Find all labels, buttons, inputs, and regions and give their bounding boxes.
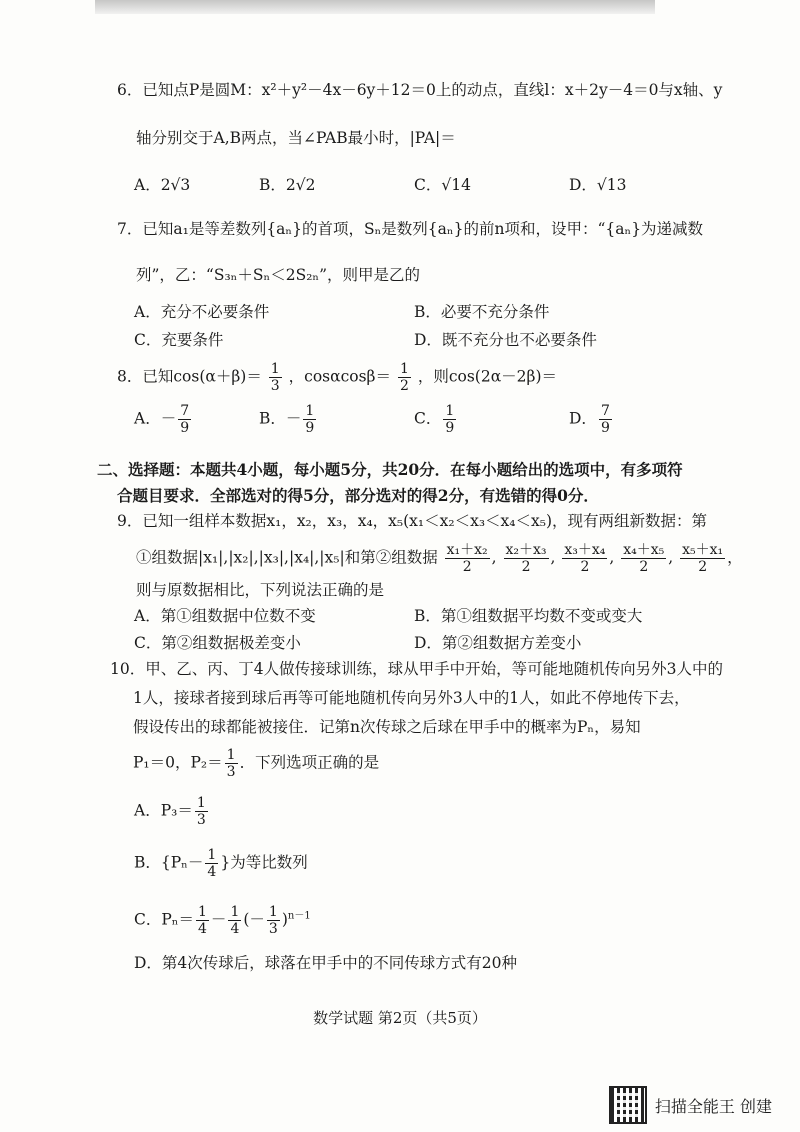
q9-option-c: C．第②组数据极差变小 (134, 634, 301, 652)
q8-option-b-den: 9 (305, 420, 315, 436)
q10-option-a-label: A．P₃＝ (134, 801, 193, 820)
q10-b-num: 1 (207, 847, 217, 863)
q7-line1: 7．已知a₁是等差数列{aₙ}的首项，Sₙ是数列{aₙ}的前n项和，设甲：“{aₙ}为递减数 (117, 220, 704, 238)
q10-b-den: 4 (207, 864, 217, 880)
q8-option-c-label: C． (414, 409, 442, 428)
scan-edge-shadow (95, 0, 655, 14)
q10-line4-num: 1 (226, 747, 236, 763)
q8-f2-num: 1 (399, 361, 409, 377)
q8-mid: ，cosαcosβ＝ (288, 367, 392, 386)
q10-line2: 1人，接球者接到球后再等可能地随机传向另外3人中的1人，如此不停地传下去， (133, 689, 690, 707)
q6-line1: 6．已知点P是圆M：x²＋y²－4x－6y＋12＝0上的动点，直线l：x＋2y－4＝0与x轴、y (117, 81, 723, 99)
q8-option-b (259, 403, 318, 436)
q8-option-a-den: 9 (180, 420, 190, 436)
q10-option-b-text: 为等比数列 (230, 853, 308, 872)
q6-line2: 轴分别交于A,B两点，当∠PAB最小时，|PA|＝ (136, 129, 456, 147)
q7-option-c: C．充要条件 (134, 331, 224, 349)
q9-frac-1-num: x₁＋x₂ (446, 542, 488, 558)
q9-frac-5-num: x₅＋x₁ (682, 542, 724, 558)
q10-c-den3: 3 (268, 921, 278, 937)
camscanner-watermark (609, 1086, 772, 1124)
q10-line1: 10．甲、乙、丙、丁4人做传接球训练，球从甲手中开始，等可能地随机传向另外3人中的 (110, 660, 723, 678)
q8-option-a-label: A．－ (134, 409, 177, 428)
q8-option-b-label: B．－ (259, 409, 302, 428)
q10-line4-prefix: P₁＝0，P₂＝ (133, 753, 223, 772)
q8-f1-num: 1 (270, 361, 280, 377)
q9-line2: ①组数据|x₁|,|x₂|,|x₃|,|x₄|,|x₅|和第②组数据 $\frac{\text{x₁＋x₂}}{2}$ , $\frac{\text{x₂＋x₃}}{2}$ , $\frac{\text{x₃＋x₄}}{2}$ , $\frac{\text{x₄＋x₅}}{2}$ , $\frac{\text{x₅＋x₁}}{2}$ ， (136, 542, 743, 575)
q9-frac-2-den: 2 (521, 559, 531, 575)
q8-f1-den: 3 (270, 378, 280, 394)
q9-line3: 则与原数据相比，下列说法正确的是 (136, 581, 385, 599)
q6-option-d: D．√13 (569, 176, 627, 194)
q9-option-b: B．第①组数据平均数不变或变大 (414, 607, 643, 625)
q10-line4 (133, 747, 379, 780)
q9-line2-text: ①组数据|x₁|,|x₂|,|x₃|,|x₄|,|x₅|和第②组数据 (136, 548, 438, 567)
q10-line4-suffix: ．下列选项正确的是 (239, 753, 380, 772)
q8-suffix: ，则cos(2α－2β)＝ (417, 367, 558, 386)
q8-option-d-den: 9 (600, 420, 610, 436)
q9-line1: 9．已知一组样本数据x₁，x₂，x₃，x₄，x₅(x₁＜x₂＜x₃＜x₄＜x₅)，现有两组新数据：第 (117, 512, 708, 530)
q10-option-c-label: C．Pₙ＝ (134, 910, 194, 929)
q10-line4-den: 3 (226, 764, 236, 780)
q9-frac-3 (562, 542, 607, 575)
q8-option-c-den: 9 (445, 420, 455, 436)
q10-a-num: 1 (196, 795, 206, 811)
q8-fraction-2 (398, 361, 411, 394)
q7-line2: 列”，乙：“S₃ₙ＋Sₙ＜2S₂ₙ”，则甲是乙的 (136, 266, 421, 284)
q6-option-c: C．√14 (414, 176, 471, 194)
q10-line3: 假设传出的球都能被接住．记第n次传球之后球在甲手中的概率为Pₙ，易知 (133, 718, 641, 736)
q9-frac-3-den: 2 (580, 559, 590, 575)
q8-f2-den: 2 (399, 378, 409, 394)
q8-fraction-1 (269, 361, 282, 394)
q10-option-a (134, 795, 210, 828)
q9-frac-1-den: 2 (462, 559, 472, 575)
q8-stem (117, 361, 557, 394)
q8-option-d (569, 403, 614, 436)
q9-frac-5 (680, 542, 725, 575)
q8-option-b-num: 1 (305, 403, 315, 419)
qr-code-icon (609, 1086, 647, 1124)
q10-c-den2: 4 (230, 921, 240, 937)
page-footer: 数学试题 第2页（共5页） (313, 1009, 487, 1027)
q9-frac-2-num: x₂＋x₃ (505, 542, 547, 558)
q10-option-c: C．Pₙ＝ $\frac{1}{4}$ － $\frac{1}{4}$ (－ $\frac{1}{3}$ )$^{n-1}$ (134, 904, 311, 937)
q10-c-den1: 4 (198, 921, 207, 937)
section2-line1: 二、选择题：本题共4小题，每小题5分，共20分．在每小题给出的选项中，有多项符 (97, 460, 683, 479)
q10-option-d: D．第4次传球后，球落在甲手中的不同传球方式有20种 (134, 954, 518, 972)
q9-option-d: D．第②组数据方差变小 (414, 634, 582, 652)
q8-option-c-num: 1 (445, 403, 455, 419)
q9-frac-1 (445, 542, 490, 575)
q8-option-d-label: D． (569, 409, 597, 428)
q9-frac-4-num: x₄＋x₅ (623, 542, 665, 558)
q10-option-b-prefix: B．{Pₙ－ (134, 853, 204, 872)
q8-option-d-num: 7 (600, 403, 610, 419)
q10-option-b-close: } (220, 853, 231, 872)
q9-option-a: A．第①组数据中位数不变 (134, 607, 316, 625)
q7-option-a: A．充分不必要条件 (134, 303, 270, 321)
q7-option-d: D．既不充分也不必要条件 (414, 331, 597, 349)
q10-c-num3: 1 (268, 904, 278, 920)
q9-frac-4 (621, 542, 666, 575)
q10-a-den: 3 (196, 812, 206, 828)
q6-option-a: A．2√3 (134, 176, 191, 194)
q10-c-num2: 1 (230, 904, 240, 920)
q9-frac-2 (504, 542, 549, 575)
q9-frac-3-num: x₃＋x₄ (564, 542, 606, 558)
q10-line4-frac (225, 747, 238, 780)
q8-option-a-num: 7 (180, 403, 190, 419)
q8-prefix: 8．已知cos(α＋β)＝ (117, 367, 262, 386)
q6-option-b: B．2√2 (259, 176, 316, 194)
q7-option-b: B．必要不充分条件 (414, 303, 550, 321)
q10-c-exp: n－1 (287, 910, 311, 922)
q8-option-c (414, 403, 458, 436)
q9-frac-4-den: 2 (639, 559, 649, 575)
section2-line2: 合题目要求．全部选对的得5分，部分选对的得2分，有选错的得0分． (117, 486, 599, 505)
q10-c-num1: 1 (198, 904, 207, 920)
q10-option-b (134, 847, 308, 880)
q9-frac-5-den: 2 (698, 559, 708, 575)
watermark-text: 扫描全能王 创建 (654, 1096, 772, 1116)
q8-option-a (134, 403, 193, 436)
